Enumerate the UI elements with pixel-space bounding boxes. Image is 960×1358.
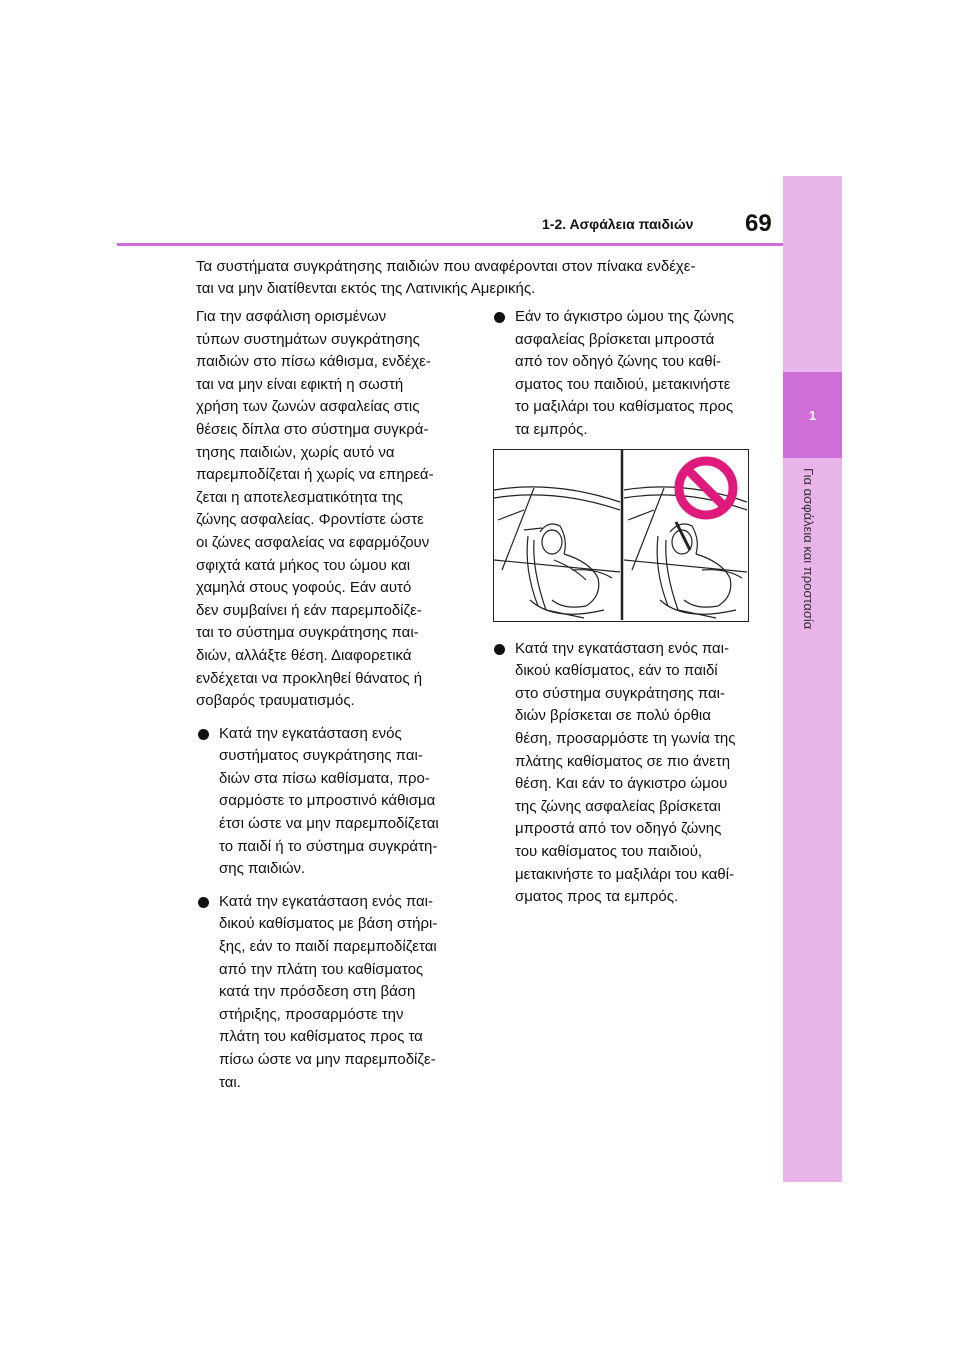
bullet-dot-icon [198, 897, 209, 908]
chapter-number: 1 [808, 407, 817, 423]
list-item [492, 638, 752, 909]
list-item [196, 723, 476, 881]
child-seat-correct-illustration [494, 487, 620, 618]
left-column [196, 306, 476, 1094]
list-item-text: Κατά την εγκατάσταση ενός παι- δικού καθίσματος, εάν το παιδί στο σύστημα συγκράτησης παι- διών βρίσκεται σε πολύ όρθια θέση, προσαρμόστε τη γωνία της πλάτης καθίσματος σε πιο άνετη θέση. Και εάν το άγκιστρο ώμου της ζώνης ασφαλείας βρίσκεται μπροστά από τον οδηγό ζώνης του καθίσματος του παιδιού, μετακινήστε το μαξιλάρι του καθί- σματος προς τα εμπρός. [515, 639, 736, 906]
bullet-dot-icon [198, 729, 209, 740]
child-seat-illustration [494, 450, 747, 620]
chapter-side-tab [783, 176, 842, 1182]
page-number: 69 [745, 210, 772, 237]
body-paragraph: Για την ασφάλιση ορισμένων τύπων συστημάτων συγκράτησης παιδιών στο πίσω κάθισμα, ενδέχε- ται να μην είναι εφικτή η σωστή χρήση των ζωνών ασφαλείας στις θέσεις δίπλα στο σύστημα συγκρά- τησης παιδιών, χωρίς αυτό να παρεμποδίζεται ή χωρίς να επηρεά- ζεται η αποτελεσματικότητα της ζώνης ασφαλείας. Φροντίστε ώστε οι ζώνες ασφαλείας να εφαρμόζουν σφιχτά κατά μήκος του ώμου και χαμηλά στους γοφούς. Εάν αυτό δεν συμβαίνει ή εάν παρεμποδίζε- ται το σύστημα συγκράτησης παι- διών, αλλάξτε θέση. Διαφορετικά ενδέχεται να προκληθεί θάνατος ή σοβαρός τραυματισμός. [196, 308, 434, 710]
list-item-text: Κατά την εγκατάσταση ενός συστήματος συγκράτησης παι- διών στα πίσω καθίσματα, προ- σαρμόστε το μπροστινό κάθισμα έτσι ώστε να μην παρεμποδίζεται το παιδί ή το σύστημα συγκράτη- σης παιδιών. [219, 724, 439, 878]
intro-paragraph: Τα συστήματα συγκράτησης παιδιών που αναφέρονται στον πίνακα ενδέχε- ται να μην διατίθενται εκτός της Λατινικής Αμερικής. [196, 258, 696, 297]
list-item [492, 306, 752, 442]
section-title: 1-2. Ασφάλεια παιδιών [542, 216, 694, 232]
header-divider [117, 243, 783, 246]
list-item-text: Κατά την εγκατάσταση ενός παι- δικού καθίσματος με βάση στήρι- ξης, εάν το παιδί παρεμποδίζεται από την πλάτη του καθίσματος κατά την πρόσδεση στη βάση στήριξης, προσαρμόστε την πλάτη του καθίσματος προς τα πίσω ώστε να μην παρεμποδίζε- ται. [219, 892, 438, 1091]
chapter-number-badge [783, 372, 842, 458]
list-item-text: Εάν το άγκιστρο ώμου της ζώνης ασφαλείας βρίσκεται μπροστά από τον οδηγό ζώνης του καθί- σματος του παιδιού, μετακινήστε το μαξιλάρι του καθίσματος προς τα εμπρός. [515, 308, 734, 438]
bullet-dot-icon [494, 312, 505, 323]
chapter-title: Για ασφάλεια και προστασία [801, 468, 816, 630]
list-item [196, 891, 476, 1094]
child-seat-figure [493, 449, 749, 622]
bullet-dot-icon [494, 644, 505, 655]
